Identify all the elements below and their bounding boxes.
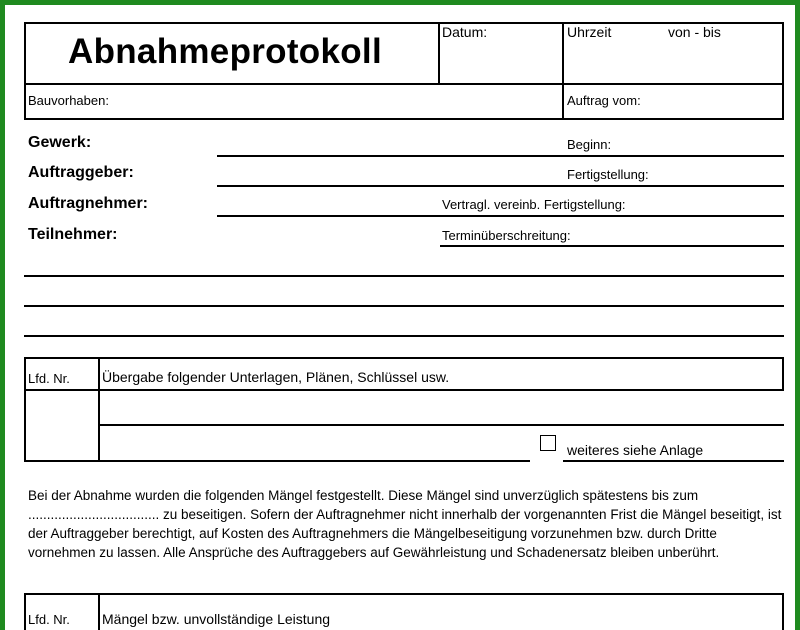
header-border-right [782, 22, 784, 120]
unterlagen-lfd-nr-header: Lfd. Nr. [28, 371, 70, 386]
unterlagen-header: Übergabe folgender Unterlagen, Plänen, Schlüssel usw. [102, 369, 450, 385]
gewerk-line[interactable] [217, 155, 784, 157]
page-title: Abnahmeprotokoll [68, 32, 382, 71]
terminueberschreitung-label: Terminüberschreitung: [442, 228, 571, 243]
header-col-divider-2 [562, 22, 564, 120]
teilnehmer-line-2[interactable] [24, 305, 784, 307]
unterlagen-row-line-2[interactable] [24, 460, 530, 462]
vertragl-fertigstellung-label: Vertragl. vereinb. Fertigstellung: [442, 197, 626, 212]
auftragnehmer-line[interactable] [217, 215, 784, 217]
unterlagen-border-left [24, 357, 26, 462]
unterlagen-col-divider [98, 357, 100, 462]
auftragnehmer-label: Auftragnehmer: [28, 195, 149, 212]
uhrzeit-label: Uhrzeit [567, 24, 612, 40]
header-col-divider-1 [438, 22, 440, 85]
auftrag-vom-label: Auftrag vom: [567, 93, 641, 108]
datum-label: Datum: [442, 24, 488, 40]
unterlagen-border-top [24, 357, 784, 359]
auftraggeber-line[interactable] [217, 185, 784, 187]
maengel-paragraph: Bei der Abnahme wurden die folgenden Mängel festgestellt. Diese Mängel sind unverzüglich spätestens bis zum ................................... zu beseitigen. Sofern der Auftragnehmer nicht innerhalb der vorgenannten Frist die Mängel beseitigt, ist der Auftraggeber berechtigt, auf Kosten des Auftragnehmers die Mängelbeseitigung vorzunehmen bzw. durch Dritte vornehmen zu lassen. Alle Ansprüche des Auftraggebers auf Gewährleistung und Schadenersatz bleiben unberührt. [28, 488, 782, 560]
teilnehmer-label: Teilnehmer: [28, 226, 118, 243]
maengel-table-border-right [782, 593, 784, 630]
fertigstellung-label: Fertigstellung: [567, 167, 649, 182]
von-bis-label: von - bis [668, 24, 721, 40]
anlage-line [563, 460, 784, 462]
anlage-checkbox[interactable] [540, 435, 556, 451]
anlage-label: weiteres siehe Anlage [567, 442, 704, 458]
header-row-divider [24, 83, 784, 85]
maengel-lfd-nr-header: Lfd. Nr. [28, 612, 70, 627]
unterlagen-border-right [782, 357, 784, 390]
header-border-left [24, 22, 26, 120]
auftraggeber-label: Auftraggeber: [28, 164, 134, 181]
maengel-table-border-left [24, 593, 26, 630]
maengel-table-header: Mängel bzw. unvollständige Leistung [102, 611, 331, 627]
gewerk-label: Gewerk: [28, 134, 92, 151]
maengel-table-col-divider [98, 593, 100, 630]
beginn-label: Beginn: [567, 137, 612, 152]
bauvorhaben-label: Bauvorhaben: [28, 93, 109, 108]
header-border-bottom [24, 118, 784, 120]
terminueberschreitung-line[interactable] [440, 245, 784, 247]
unterlagen-row-line-1[interactable] [98, 424, 784, 426]
teilnehmer-line-3[interactable] [24, 335, 784, 337]
maengel-table-border-top [24, 593, 784, 595]
teilnehmer-line-1[interactable] [24, 275, 784, 277]
unterlagen-header-divider [24, 389, 784, 391]
